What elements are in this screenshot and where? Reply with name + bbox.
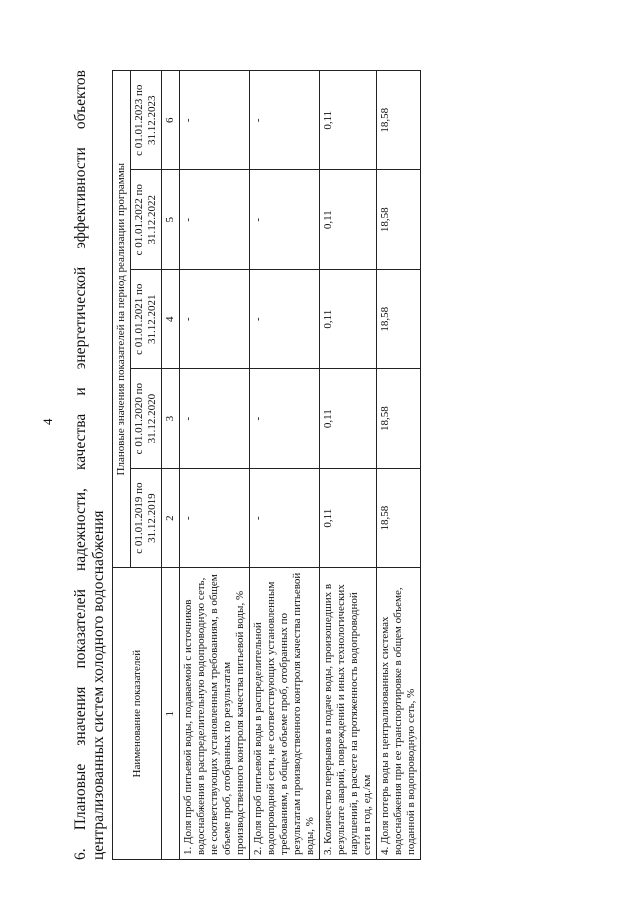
section-heading [72,70,108,860]
indicator-value: - [180,170,250,269]
column-number: 1 [162,568,180,860]
indicator-value: - [250,269,320,368]
column-number: 3 [162,369,180,468]
table-row [377,71,421,860]
indicator-value: 18,58 [377,369,421,468]
column-number: 2 [162,468,180,567]
table-row [250,71,320,860]
period-header: с 01.01.2019 по 31.12.2019 [131,468,162,567]
indicator-value: 0,11 [320,269,377,368]
header-row-1 [113,71,131,860]
indicator-value: - [180,369,250,468]
indicator-value: 18,58 [377,269,421,368]
rotated-content [72,70,632,860]
column-number: 5 [162,170,180,269]
period-header: с 01.01.2021 по 31.12.2021 [131,269,162,368]
heading-line-1: 6. Плановые значения показателей надежности, качества и энергетической эффективности объектов [72,70,89,860]
column-number: 4 [162,269,180,368]
indicator-value: - [250,71,320,171]
period-header: с 01.01.2022 по 31.12.2022 [131,170,162,269]
period-header: с 01.01.2023 по 31.12.2023 [131,71,162,171]
indicator-value: 18,58 [377,468,421,567]
indicator-value: - [180,468,250,567]
indicator-value: - [250,170,320,269]
indicator-name: 3. Количество перерывов в подаче воды, произошедших в результате аварий, повреждений и иных технологических нарушений, в расчете на протяженность водопроводной сети в год, ед./км [320,568,377,860]
heading-line-2: централизованных систем холодного водоснабжения [90,510,107,860]
indicator-value: 0,11 [320,170,377,269]
indicator-name: 2. Доля проб питьевой воды в распределительной водопроводной сети, не соответствующих установленным требованиям, в общем объеме проб, отобранных по результатам производственного контроля качества питьевой воды, % [250,568,320,860]
indicator-value: - [180,71,250,171]
indicators-table [112,70,421,860]
period-header: с 01.01.2020 по 31.12.2020 [131,369,162,468]
page-number: 4 [40,418,55,425]
col-name-header: Наименование показателей [113,568,162,860]
indicator-name: 1. Доля проб питьевой воды, подаваемой с источников водоснабжения в распределительную водопроводную сеть, не соответствующих установленным требованиям, в общем объеме проб, отобранных по результатам производственного контроля качества питьевой воды, % [180,568,250,860]
group-header: Плановые значения показателей на период реализации программы [113,71,131,568]
indicator-value: 18,58 [377,71,421,171]
indicator-value: 0,11 [320,71,377,171]
column-number: 6 [162,71,180,171]
indicator-value: - [180,269,250,368]
indicator-value: 18,58 [377,170,421,269]
indicator-value: - [250,468,320,567]
table-row [320,71,377,860]
table-row [180,71,250,860]
indicator-value: - [250,369,320,468]
indicator-value: 0,11 [320,468,377,567]
indicator-name: 4. Доля потерь воды в централизованных системах водоснабжения при ее транспортировке в общем объеме, поданной в водопроводную сеть, % [377,568,421,860]
column-numbers-row [162,71,180,860]
indicator-value: 0,11 [320,369,377,468]
